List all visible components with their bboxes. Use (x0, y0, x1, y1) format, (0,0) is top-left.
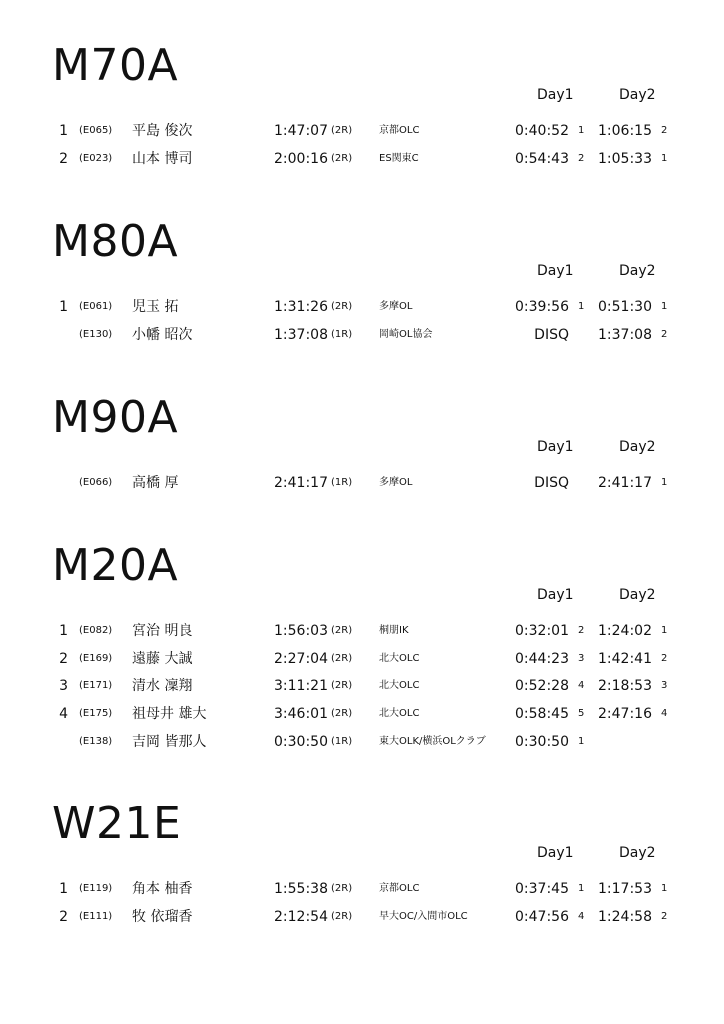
club-name: ES関東C (379, 152, 419, 164)
rounds-count: (2R) (331, 125, 353, 136)
day2-header: Day2 (619, 439, 656, 455)
place-number: 1 (59, 299, 68, 315)
result-row (0, 674, 724, 698)
rounds-count: (1R) (331, 328, 353, 340)
day2-time: 2:47:16 (598, 706, 652, 723)
club-name: 京都OLC (379, 125, 420, 136)
day1-time: 0:52:28 (515, 678, 569, 695)
day2-header: Day2 (619, 87, 656, 103)
day2-time: 0:51:30 (598, 299, 652, 315)
total-time: 2:27:04 (274, 650, 328, 667)
result-row (0, 702, 724, 726)
day2-rank: 1 (661, 301, 668, 312)
day2-header: Day2 (619, 845, 656, 861)
bib-number: (E023) (79, 152, 113, 164)
day2-rank: 1 (661, 477, 668, 488)
day2-time: 1:06:15 (598, 123, 652, 139)
place-number: 2 (59, 908, 68, 925)
day2-rank: 3 (661, 680, 668, 692)
day1-header: Day1 (537, 87, 574, 103)
place-number: 3 (59, 678, 68, 695)
rounds-count: (2R) (331, 652, 353, 664)
runner-name: 角本 柚香 (132, 881, 193, 897)
runner-name: 清水 凜翔 (132, 678, 193, 695)
bib-number: (E061) (79, 301, 113, 312)
club-name: 早大OC/入間市OLC (379, 910, 468, 922)
day2-rank: 1 (661, 152, 668, 164)
rounds-count: (2R) (331, 883, 353, 894)
bib-number: (E171) (79, 680, 113, 692)
day1-time: DISQ (534, 475, 569, 491)
total-time: 1:47:07 (274, 123, 328, 139)
club-name: 桐朋IK (379, 625, 409, 636)
result-row (0, 647, 724, 671)
result-row (0, 619, 724, 643)
runner-name: 児玉 拓 (132, 299, 179, 315)
club-name: 北大OLC (379, 708, 420, 720)
result-row (0, 877, 724, 901)
rounds-count: (1R) (331, 477, 353, 488)
day1-rank: 2 (578, 625, 585, 636)
total-time: 2:00:16 (274, 150, 328, 167)
day2-time: 2:41:17 (598, 475, 652, 491)
rounds-count: (2R) (331, 910, 353, 922)
day1-time: 0:58:45 (515, 706, 569, 723)
day1-header: Day1 (537, 845, 574, 861)
category-title: M80A (52, 216, 179, 267)
runner-name: 牧 依瑠香 (132, 908, 193, 925)
rounds-count: (2R) (331, 708, 353, 720)
day1-rank: 4 (578, 680, 585, 692)
day1-rank: 3 (578, 652, 585, 664)
club-name: 北大OLC (379, 680, 420, 692)
bib-number: (E065) (79, 125, 113, 136)
total-time: 0:30:50 (274, 733, 328, 750)
runner-name: 山本 博司 (132, 150, 193, 167)
bib-number: (E066) (79, 477, 113, 488)
day2-time: 2:18:53 (598, 678, 652, 695)
result-row (0, 119, 724, 143)
result-row (0, 295, 724, 319)
category-title: M90A (52, 392, 179, 443)
result-row (0, 147, 724, 171)
runner-name: 小幡 昭次 (132, 326, 193, 343)
day2-rank: 1 (661, 883, 668, 894)
day1-time: 0:32:01 (515, 623, 569, 639)
day1-rank: 1 (578, 883, 585, 894)
day2-header: Day2 (619, 263, 656, 279)
result-row (0, 471, 724, 495)
club-name: 多摩OL (379, 301, 413, 312)
rounds-count: (2R) (331, 152, 353, 164)
runner-name: 吉岡 皆那人 (132, 733, 207, 750)
club-name: 東大OLK/横浜OLクラブ (379, 735, 486, 747)
day1-time: 0:40:52 (515, 123, 569, 139)
total-time: 1:56:03 (274, 623, 328, 639)
place-number: 1 (59, 881, 68, 897)
total-time: 1:37:08 (274, 326, 328, 343)
result-row (0, 730, 724, 754)
total-time: 2:41:17 (274, 475, 328, 491)
day2-time: 1:17:53 (598, 881, 652, 897)
day1-header: Day1 (537, 439, 574, 455)
bib-number: (E138) (79, 735, 113, 747)
category-section (0, 40, 724, 200)
day2-rank: 2 (661, 652, 668, 664)
category-section (0, 540, 724, 750)
bib-number: (E130) (79, 328, 113, 340)
day2-time: 1:24:02 (598, 623, 652, 639)
category-title: M20A (52, 540, 179, 591)
result-row (0, 905, 724, 929)
rounds-count: (2R) (331, 625, 353, 636)
runner-name: 高橋 厚 (132, 475, 179, 491)
day2-time: 1:37:08 (598, 326, 652, 343)
day2-header: Day2 (619, 587, 656, 603)
category-title: W21E (52, 798, 182, 849)
day1-time: 0:47:56 (515, 908, 569, 925)
rounds-count: (2R) (331, 301, 353, 312)
category-section (0, 798, 724, 958)
day2-rank: 4 (661, 708, 668, 720)
day1-rank: 1 (578, 125, 585, 136)
bib-number: (E175) (79, 708, 113, 720)
place-number: 1 (59, 123, 68, 139)
place-number: 2 (59, 150, 68, 167)
day2-time: 1:24:58 (598, 908, 652, 925)
day1-time: 0:54:43 (515, 150, 569, 167)
day2-time: 1:42:41 (598, 650, 652, 667)
club-name: 岡崎OL協会 (379, 328, 433, 340)
total-time: 2:12:54 (274, 908, 328, 925)
day1-rank: 2 (578, 152, 585, 164)
runner-name: 平島 俊次 (132, 123, 193, 139)
day2-rank: 1 (661, 625, 668, 636)
day2-rank: 2 (661, 910, 668, 922)
day2-rank: 2 (661, 125, 668, 136)
result-row (0, 323, 724, 347)
day1-time: 0:37:45 (515, 881, 569, 897)
club-name: 多摩OL (379, 477, 413, 488)
day1-rank: 1 (578, 301, 585, 312)
rounds-count: (2R) (331, 680, 353, 692)
day2-time: 1:05:33 (598, 150, 652, 167)
bib-number: (E111) (79, 910, 113, 922)
place-number: 1 (59, 623, 68, 639)
total-time: 1:31:26 (274, 299, 328, 315)
total-time: 3:46:01 (274, 706, 328, 723)
runner-name: 宮治 明良 (132, 623, 193, 639)
category-section (0, 216, 724, 376)
day1-time: DISQ (534, 326, 569, 343)
total-time: 3:11:21 (274, 678, 328, 695)
place-number: 2 (59, 650, 68, 667)
day1-header: Day1 (537, 587, 574, 603)
category-title: M70A (52, 40, 179, 91)
rounds-count: (1R) (331, 735, 353, 747)
day1-header: Day1 (537, 263, 574, 279)
runner-name: 遠藤 大誠 (132, 650, 193, 667)
day1-time: 0:30:50 (515, 733, 569, 750)
day1-rank: 1 (578, 735, 585, 747)
day1-rank: 5 (578, 708, 585, 720)
club-name: 京都OLC (379, 883, 420, 894)
day1-time: 0:44:23 (515, 650, 569, 667)
total-time: 1:55:38 (274, 881, 328, 897)
day1-rank: 4 (578, 910, 585, 922)
day1-time: 0:39:56 (515, 299, 569, 315)
bib-number: (E119) (79, 883, 113, 894)
place-number: 4 (59, 706, 68, 723)
bib-number: (E169) (79, 652, 113, 664)
runner-name: 祖母井 雄大 (132, 706, 207, 723)
category-section (0, 392, 724, 552)
club-name: 北大OLC (379, 652, 420, 664)
bib-number: (E082) (79, 625, 113, 636)
day2-rank: 2 (661, 328, 668, 340)
